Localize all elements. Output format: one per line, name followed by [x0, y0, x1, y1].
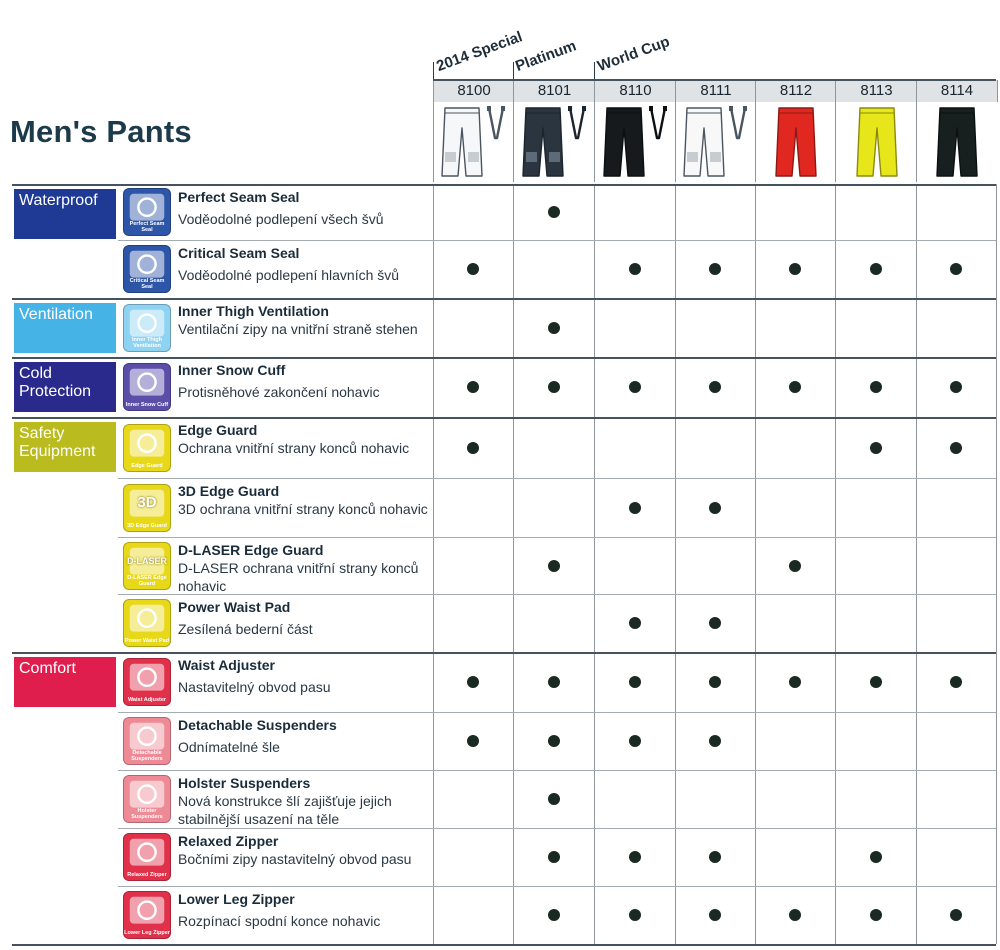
- feature-name: Waist Adjuster: [178, 657, 275, 673]
- row-divider: [118, 537, 996, 538]
- pant-illustration: [842, 104, 912, 180]
- feature-dot: [629, 263, 641, 275]
- feature-dot: [709, 502, 721, 514]
- feature-name: Detachable Suspenders: [178, 717, 337, 733]
- pant-illustration: [520, 104, 590, 180]
- group-divider-2: [513, 62, 514, 80]
- edge-guard-icon: [123, 424, 171, 472]
- row-divider: [12, 298, 996, 300]
- feature-dot: [950, 909, 962, 921]
- feature-description: Bočními zipy nastavitelný obvod pasu: [178, 851, 412, 867]
- model-code-8113: 8113: [835, 80, 917, 102]
- feature-dot: [709, 735, 721, 747]
- feature-description: Ochrana vnitřní strany konců nohavic: [178, 440, 410, 456]
- column-divider: [996, 184, 997, 944]
- feature-dot: [467, 442, 479, 454]
- feature-description: Nová konstrukce šlí zajišťuje jejich stabilnější usazení na těle: [178, 793, 392, 827]
- feature-dot: [629, 502, 641, 514]
- waist-pad-icon: [123, 599, 171, 647]
- feature-dot: [789, 263, 801, 275]
- row-divider: [12, 652, 996, 654]
- icon-caption: Inner Snow Cuff: [125, 402, 169, 408]
- row-divider: [118, 712, 996, 713]
- feature-name: Inner Snow Cuff: [178, 362, 286, 378]
- feature-dot: [950, 442, 962, 454]
- holster-suspenders-icon: [123, 775, 171, 823]
- feature-name: Relaxed Zipper: [178, 833, 279, 849]
- category-label: Cold Protection: [14, 362, 116, 412]
- pant-cell-8112: [755, 102, 836, 182]
- icon-caption: 3D Edge Guard: [127, 523, 167, 529]
- row-divider: [118, 770, 996, 771]
- row-divider: [12, 944, 996, 946]
- thigh-vent-icon: [123, 304, 171, 352]
- row-divider: [12, 184, 996, 186]
- icon-label: 3D: [137, 494, 157, 511]
- feature-dot: [870, 263, 882, 275]
- feature-dot: [629, 735, 641, 747]
- row-divider: [12, 417, 996, 419]
- feature-dot: [548, 676, 560, 688]
- feature-dot: [548, 322, 560, 334]
- feature-dot: [709, 617, 721, 629]
- feature-dot: [709, 676, 721, 688]
- feature-dot: [870, 442, 882, 454]
- feature-dot: [548, 793, 560, 805]
- feature-dot: [629, 909, 641, 921]
- feature-dot: [789, 676, 801, 688]
- feature-dot: [467, 263, 479, 275]
- page-title: Men's Pants: [10, 114, 192, 149]
- feature-description: Ventilační zipy na vnitřní straně stehen: [178, 321, 418, 337]
- lower-leg-zipper-icon: [123, 891, 171, 939]
- feature-dot: [709, 909, 721, 921]
- feature-dot: [629, 851, 641, 863]
- icon-caption: Waist Adjuster: [127, 697, 167, 703]
- icon-caption: Inner Thigh Ventilation: [132, 337, 162, 349]
- pant-cell-8111: [675, 102, 756, 182]
- feature-dot: [467, 676, 479, 688]
- icon-caption: Detachable Suspenders: [131, 750, 163, 762]
- icon-caption: Edge Guard: [131, 463, 163, 469]
- feature-dot: [709, 851, 721, 863]
- feature-dot: [467, 381, 479, 393]
- icon-caption: Critical Seam Seal: [129, 278, 165, 290]
- feature-dot: [950, 676, 962, 688]
- model-code-8110: 8110: [594, 80, 676, 102]
- feature-description: Odnímatelné šle: [178, 739, 280, 755]
- feature-dot: [950, 263, 962, 275]
- seam-seal-icon: [123, 245, 171, 293]
- feature-dot: [870, 381, 882, 393]
- feature-dot: [548, 851, 560, 863]
- feature-name: D-LASER Edge Guard: [178, 542, 324, 558]
- feature-name: Holster Suspenders: [178, 775, 311, 791]
- detachable-suspenders-icon: [123, 717, 171, 765]
- feature-name: Inner Thigh Ventilation: [178, 303, 329, 319]
- feature-dot: [950, 381, 962, 393]
- feature-name: 3D Edge Guard: [178, 483, 280, 499]
- d-laser-edge-guard-icon: [123, 542, 171, 590]
- icon-label: D-LASER: [127, 556, 167, 566]
- seam-seal-icon: [123, 188, 171, 236]
- category-label: Waterproof: [14, 189, 116, 239]
- feature-dot: [548, 909, 560, 921]
- feature-dot: [629, 617, 641, 629]
- group-label-2014-special: 2014 Special: [434, 28, 525, 76]
- feature-dot: [629, 381, 641, 393]
- feature-description: Zesílená bederní část: [178, 621, 313, 637]
- feature-description: Voděodolné podlepení hlavních švů: [178, 267, 400, 283]
- feature-dot: [870, 851, 882, 863]
- feature-description: Nastavitelný obvod pasu: [178, 679, 331, 695]
- feature-dot: [789, 560, 801, 572]
- feature-name: Edge Guard: [178, 422, 258, 438]
- row-divider: [118, 240, 996, 241]
- pant-cell-8113: [835, 102, 917, 182]
- feature-dot: [548, 381, 560, 393]
- pant-cell-8110: [594, 102, 676, 182]
- pant-illustration: [761, 104, 831, 180]
- row-divider: [12, 357, 996, 359]
- model-code-8111: 8111: [675, 80, 756, 102]
- feature-name: Critical Seam Seal: [178, 245, 300, 261]
- feature-description: 3D ochrana vnitřní strany konců nohavic: [178, 501, 428, 517]
- feature-dot: [789, 909, 801, 921]
- feature-description: D-LASER ochrana vnitřní strany konců nohavic: [178, 560, 419, 594]
- row-divider: [118, 886, 996, 887]
- pant-cell-8100: [433, 102, 514, 182]
- icon-caption: Relaxed Zipper: [127, 872, 167, 878]
- icon-caption: Perfect Seam Seal: [129, 221, 165, 233]
- icon-caption: Lower Leg Zipper: [124, 930, 170, 936]
- model-code-8112: 8112: [755, 80, 836, 102]
- group-label-platinum: Platinum: [513, 37, 579, 75]
- feature-dot: [870, 909, 882, 921]
- feature-dot: [709, 381, 721, 393]
- icon-caption: D-LASER Edge Guard: [127, 575, 167, 587]
- feature-dot: [548, 735, 560, 747]
- feature-description: Voděodolné podlepení všech švů: [178, 211, 384, 227]
- pant-cell-8101: [513, 102, 595, 182]
- pant-illustration: [439, 104, 509, 180]
- waist-adjuster-icon: [123, 658, 171, 706]
- feature-dot: [870, 676, 882, 688]
- model-code-8101: 8101: [513, 80, 595, 102]
- feature-dot: [629, 676, 641, 688]
- category-label: Comfort: [14, 657, 116, 707]
- pant-illustration: [922, 104, 992, 180]
- model-code-8114: 8114: [916, 80, 998, 102]
- header-divider: [433, 79, 996, 81]
- feature-dot: [548, 206, 560, 218]
- feature-name: Power Waist Pad: [178, 599, 291, 615]
- feature-name: Perfect Seam Seal: [178, 189, 300, 205]
- feature-dot: [789, 381, 801, 393]
- pant-illustration: [681, 104, 751, 180]
- feature-dot: [709, 263, 721, 275]
- feature-description: Protisněhové zakončení nohavic: [178, 384, 380, 400]
- feature-description: Rozpínací spodní konce nohavic: [178, 913, 381, 929]
- group-divider-3: [594, 62, 595, 80]
- 3d-edge-guard-icon: [123, 484, 171, 532]
- relaxed-zipper-icon: [123, 833, 171, 881]
- icon-caption: Holster Suspenders: [131, 808, 163, 820]
- pant-cell-8114: [916, 102, 997, 182]
- group-divider-1: [433, 62, 434, 80]
- row-divider: [118, 828, 996, 829]
- group-label-world-cup: World Cup: [595, 33, 672, 75]
- feature-dot: [467, 735, 479, 747]
- feature-name: Lower Leg Zipper: [178, 891, 295, 907]
- feature-dot: [548, 560, 560, 572]
- model-code-8100: 8100: [433, 80, 514, 102]
- pant-illustration: [601, 104, 671, 180]
- row-divider: [118, 478, 996, 479]
- snow-cuff-icon: [123, 363, 171, 411]
- category-label: Ventilation: [14, 303, 116, 353]
- category-label: Safety Equipment: [14, 422, 116, 472]
- icon-caption: Power Waist Pad: [124, 638, 170, 644]
